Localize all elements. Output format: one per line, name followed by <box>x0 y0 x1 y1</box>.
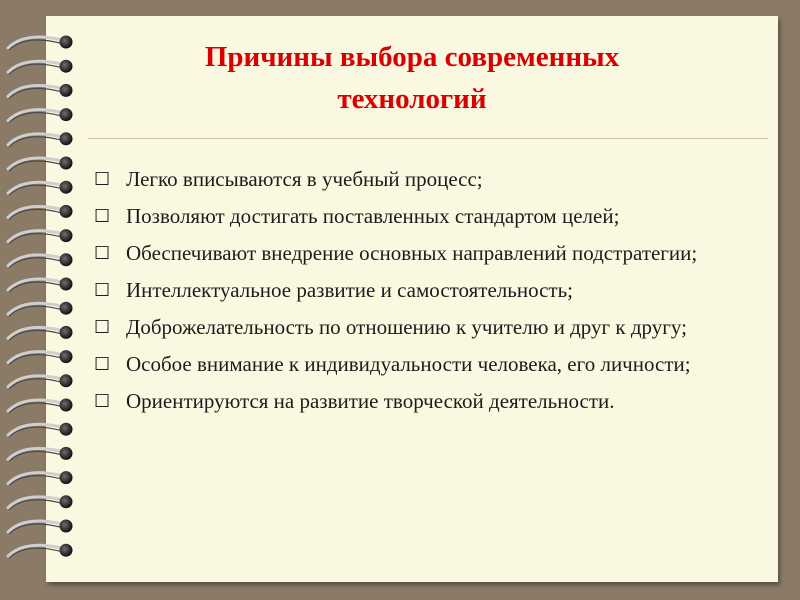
list-item <box>94 201 774 232</box>
list-item <box>94 349 774 380</box>
box-bullet-icon: ☐ <box>94 317 111 338</box>
box-bullet-icon: ☐ <box>94 206 111 227</box>
list-item-text: Легко вписываются в учебный процесс; <box>126 167 483 191</box>
list-item <box>94 275 774 306</box>
list-item <box>94 386 774 417</box>
slide-title <box>46 36 778 120</box>
list-item <box>94 238 774 269</box>
reasons-list <box>94 164 774 423</box>
list-item-text: Особое внимание к индивидуальности человека, его личности; <box>126 352 691 376</box>
list-item-text: Ориентируются на развитие творческой деятельности. <box>126 389 615 413</box>
box-bullet-icon: ☐ <box>94 391 111 412</box>
list-item <box>94 312 774 343</box>
list-item-text: Позволяют достигать поставленных стандартом целей; <box>126 204 620 228</box>
box-bullet-icon: ☐ <box>94 354 111 375</box>
list-item-text: Интеллектуальное развитие и самостоятельность; <box>126 278 574 302</box>
list-item <box>94 164 774 195</box>
title-divider <box>88 138 768 139</box>
list-item-text: Доброжелательность по отношению к учителю и друг к другу; <box>126 315 687 339</box>
box-bullet-icon: ☐ <box>94 169 111 190</box>
title-line-1: Причины выбора современных <box>204 41 620 73</box>
box-bullet-icon: ☐ <box>94 280 111 301</box>
box-bullet-icon: ☐ <box>94 243 111 264</box>
list-item-text: Обеспечивают внедрение основных направлений подстратегии; <box>126 241 698 265</box>
title-line-2: технологий <box>337 83 487 115</box>
